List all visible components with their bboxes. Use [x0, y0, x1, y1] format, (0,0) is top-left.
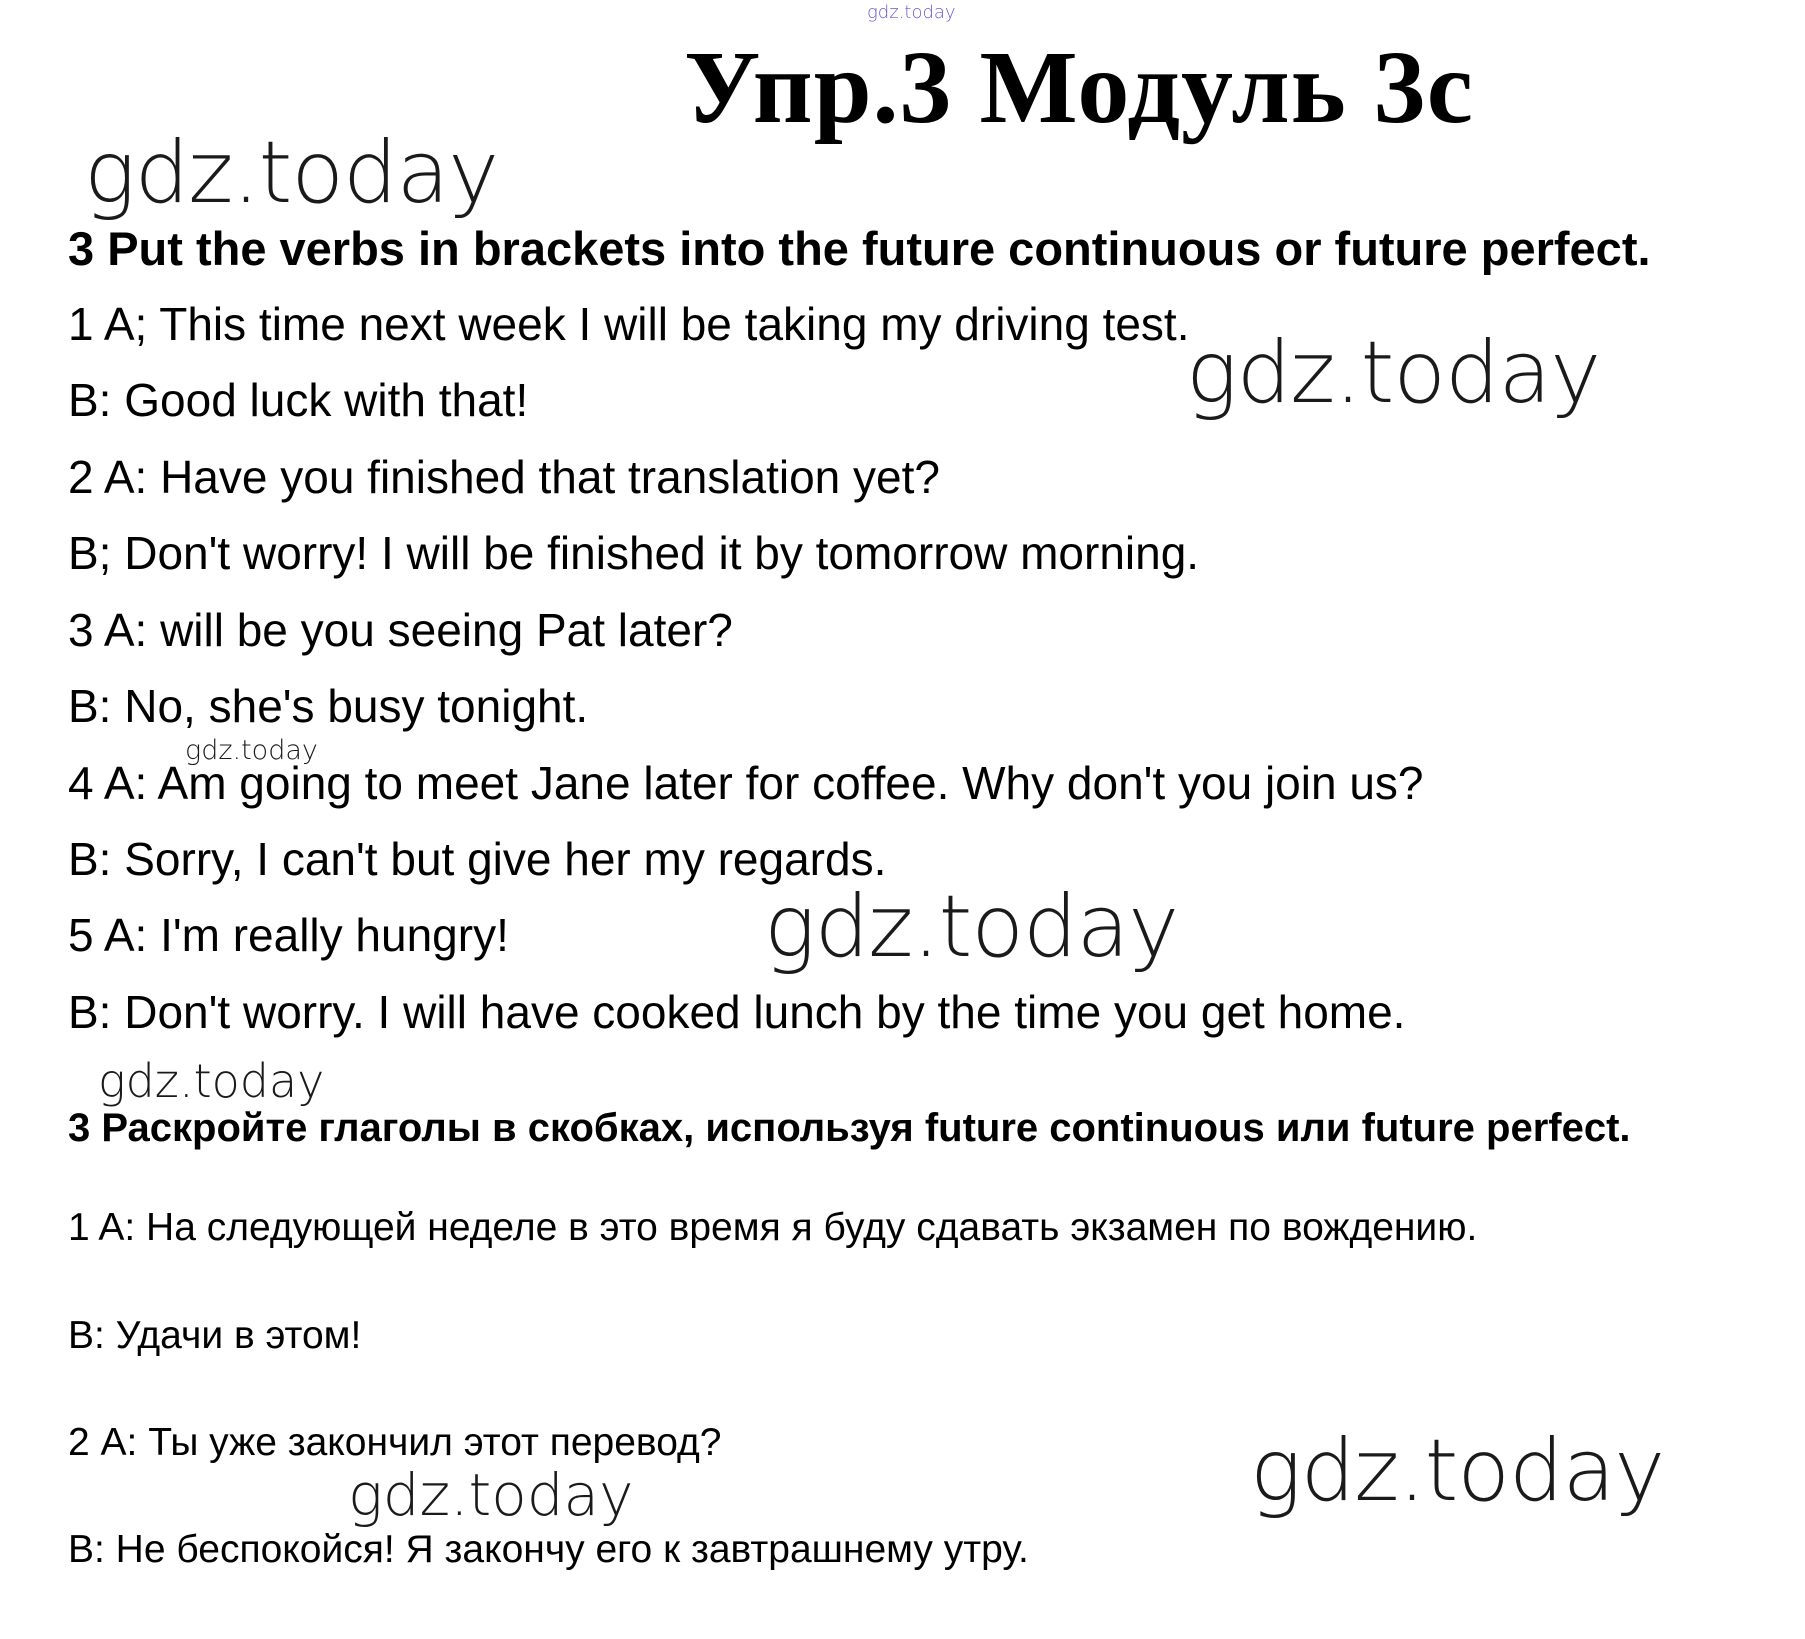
english-line-10: B: Don't worry. I will have cooked lunch by the time you get home.	[68, 986, 1406, 1038]
watermark-medium-1: gdz.today	[98, 1054, 325, 1108]
watermark-top: gdz.today	[867, 2, 956, 23]
english-line-2: B: Good luck with that!	[68, 374, 529, 426]
english-line-9: 5 A: I'm really hungry!	[68, 909, 509, 961]
watermark-medium-2: gdz.today	[348, 1461, 634, 1529]
english-line-8: B: Sorry, I can't but give her my regards.	[68, 833, 887, 885]
russian-line-3: 2 А: Ты уже закончил этот перевод?	[68, 1421, 722, 1464]
watermark-large-2: gdz.today	[1186, 323, 1601, 423]
english-line-4: B; Don't worry! I will be finished it by tomorrow morning.	[68, 527, 1200, 579]
english-line-6: B: No, she's busy tonight.	[68, 680, 589, 732]
watermark-large-3: gdz.today	[764, 877, 1179, 977]
english-line-5: 3 A: will be you seeing Pat later?	[68, 604, 733, 656]
english-line-7: 4 A: Am going to meet Jane later for coffee. Why don't you join us?	[68, 757, 1424, 809]
russian-line-1: 1 A: На следующей неделе в это время я буду сдавать экзамен по вождению.	[68, 1206, 1478, 1249]
russian-line-4: В: Не беспокойся! Я закончу его к завтрашнему утру.	[68, 1528, 1029, 1571]
english-exercise-heading: 3 Put the verbs in brackets into the future continuous or future perfect.	[68, 222, 1651, 275]
watermark-large-1: gdz.today	[84, 123, 499, 223]
english-line-1: 1 A; This time next week I will be taking my driving test.	[68, 298, 1190, 350]
russian-line-2: В: Удачи в этом!	[68, 1314, 362, 1357]
watermark-small-1: gdz.today	[185, 735, 318, 766]
watermark-large-4: gdz.today	[1250, 1421, 1665, 1521]
russian-exercise-heading: 3 Раскройте глаголы в скобках, используя future continuous или future perfect.	[68, 1106, 1631, 1150]
page-title: Упр.3 Модуль 3с	[684, 30, 1474, 145]
english-line-3: 2 A: Have you finished that translation yet?	[68, 451, 940, 503]
